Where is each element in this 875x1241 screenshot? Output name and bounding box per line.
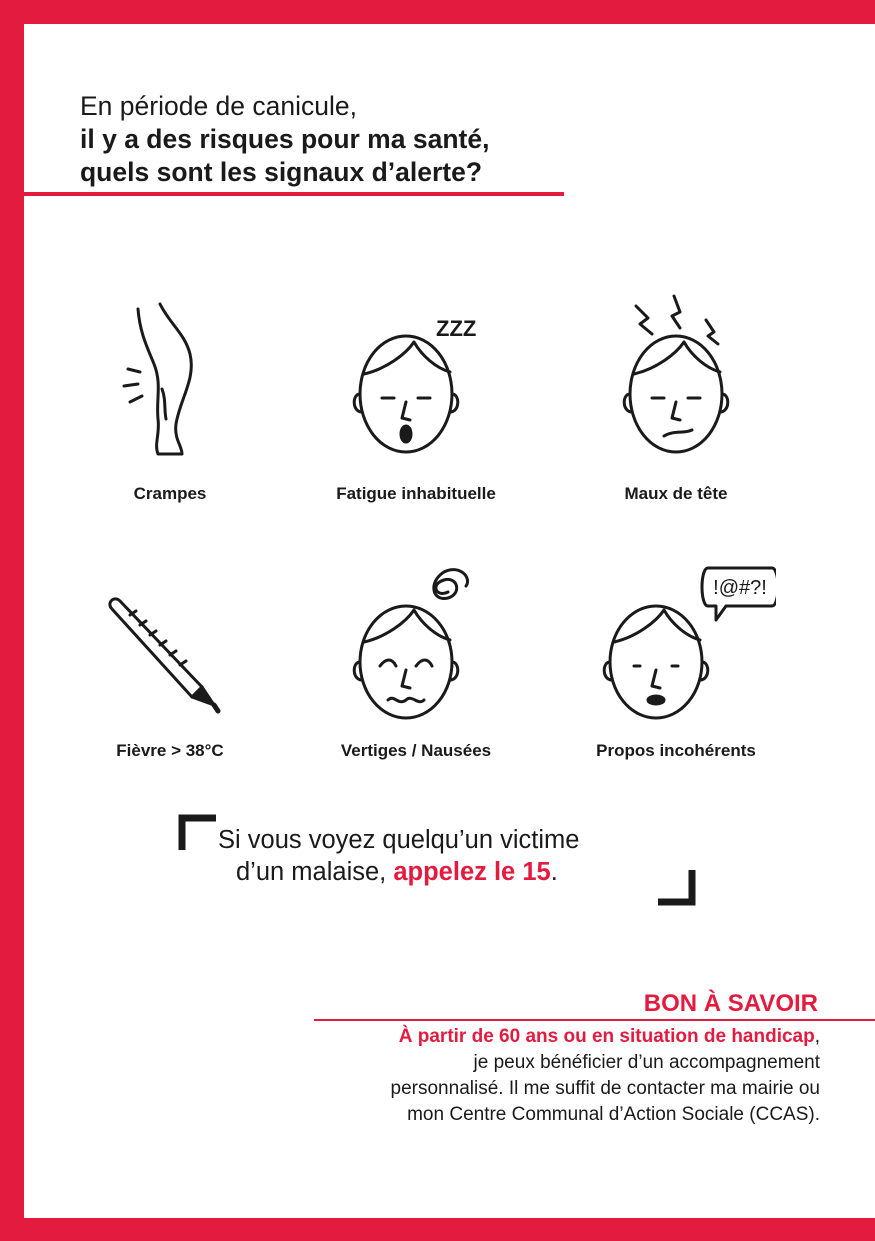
thermometer-icon (90, 569, 250, 729)
leg-cramp-icon (110, 294, 230, 464)
tip-line-3: personnalisé. Il me suffit de contacter ma mairie ou (390, 1078, 820, 1099)
good-to-know-body (314, 1024, 820, 1128)
symptom-label: Fatigue inhabituelle (336, 484, 496, 503)
title-line-1: En période de canicule, (80, 91, 357, 121)
emergency-callout (174, 814, 714, 914)
good-to-know-section (314, 990, 820, 1128)
speech-symbols-text: !@#?! (713, 577, 767, 599)
tip-line-1 (314, 1024, 820, 1050)
title-line-2: il y a des risques pour ma santé, (80, 124, 490, 154)
symptom-incoherent-speech (536, 554, 816, 760)
tip-line-2: je peux bénéficier d’un accompagnement (473, 1052, 820, 1073)
callout-text (218, 824, 579, 888)
headache-face-icon (596, 294, 756, 464)
title-underline (24, 192, 564, 196)
tired-face-icon (336, 294, 496, 464)
good-to-know-heading: BON À SAVOIR (643, 990, 818, 1017)
good-to-know-underline (314, 1019, 875, 1021)
callout-line-1: Si vous voyez quelqu’un victime (218, 826, 580, 854)
symptom-cramps (30, 294, 310, 503)
zzz-text: ZZZ (436, 316, 477, 341)
symptom-label: Maux de tête (624, 484, 728, 503)
tip-line-4: mon Centre Communal d’Action Sociale (CCAS). (407, 1104, 820, 1125)
symptom-fatigue (276, 294, 556, 503)
tip-highlight: À partir de 60 ans ou en situation de handicap (398, 1026, 815, 1047)
callout-line-2-prefix: d’un malaise, (236, 858, 394, 886)
open-bracket-icon (178, 814, 218, 854)
symptom-dizziness (276, 554, 556, 760)
title-line-3: quels sont les signaux d’alerte? (80, 157, 483, 187)
emergency-number-highlight: appelez le 15 (393, 858, 551, 886)
close-bracket-icon (654, 864, 698, 908)
page-title (80, 90, 489, 189)
symptom-label: Vertiges / Nausées (340, 741, 492, 760)
dizzy-face-icon (336, 554, 496, 724)
callout-line-2-suffix: . (550, 858, 558, 886)
callout-line-2 (218, 856, 579, 888)
symptom-fever (30, 569, 310, 760)
symptom-headache (536, 294, 816, 503)
confused-speech-face-icon (576, 554, 776, 724)
page (24, 24, 875, 1218)
symptom-label: Crampes (133, 484, 207, 503)
symptom-label: Fièvre > 38°C (116, 741, 224, 760)
symptom-label: Propos incohérents (596, 741, 756, 760)
tip-comma: , (814, 1026, 820, 1047)
